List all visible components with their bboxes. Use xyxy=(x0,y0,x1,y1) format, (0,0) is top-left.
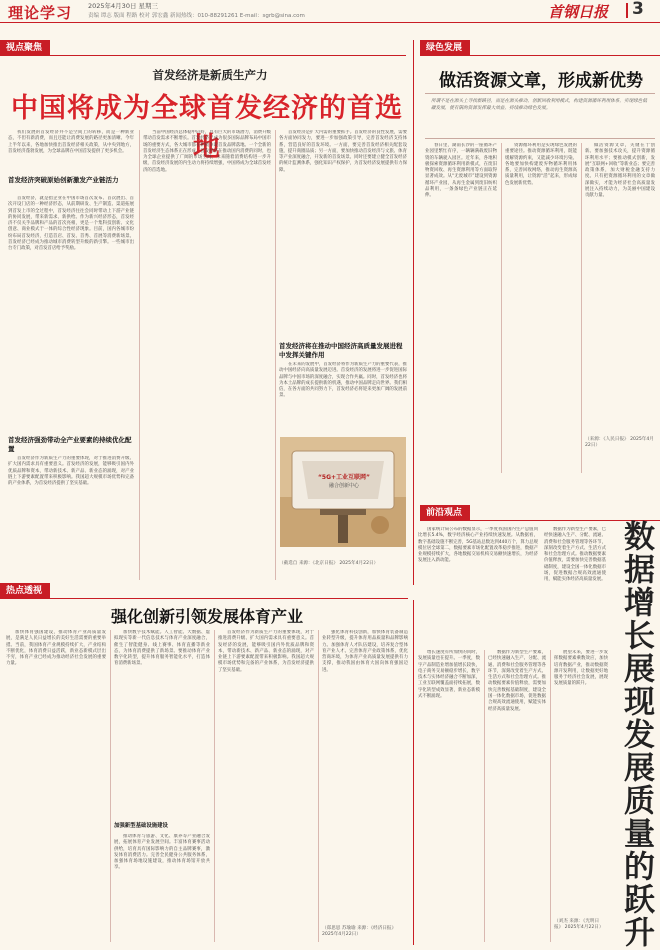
section-tag-hot: 热点透视 xyxy=(0,583,50,599)
column-divider xyxy=(550,650,551,942)
column-divider xyxy=(110,630,111,942)
industrial-photo xyxy=(280,437,406,547)
article-headline: 强化创新引领发展体育产业 xyxy=(110,607,303,626)
photo-sign-subtext: 融合创新中心 xyxy=(328,483,359,489)
column-divider xyxy=(581,143,582,473)
column-divider xyxy=(214,630,215,942)
article-subhead: 首发经济将在推动中国经济高质量发展进程中发挥关键作用 xyxy=(279,342,403,359)
page-number: 3 xyxy=(632,0,644,19)
article-headline: 中国将成为全球首发经济的首选地 xyxy=(11,93,403,163)
article-body: 首发经济是扩大内需的重要抓手。首发经济的良性发展，需要各方面协同发力，要进一步加强政策引导，完善首发经济支持体系，营造良好的首发环境。一方面，要完善首发经济相关配套设施，提升商圈品质；另一方面，要加快推动首发经济与文旅、体育等产业深度融合，开发新的首发场景。同时还要建立健全首发经济的统计监测体系，强化知识产权保护，为首发经济发展提供有力保障。 xyxy=(279,130,407,173)
article-body: 展望未来，要进一步发挥数据要素乘数效应，加快培育数据产业，推动数据资源开发利用，让数据更好地服务于经济社会发展，展现发展质量的跃升。 xyxy=(554,650,608,687)
article-kicker: 首发经济是新质生产力 xyxy=(152,68,268,82)
article-source: （截选自 来源：《北京日报》 2025年4月22日） xyxy=(279,561,379,566)
article-body: 加快体育强国建设，推动体育产业高质量发展，是满足人民日益增长的美好生活需要的重要举措。当前，我国体育产业规模持续扩大，产业结构不断优化，体育消费日益活跃，新业态新模式层出不穷，体育产业已经成为推动经济社会发展的重要力量。 xyxy=(6,630,106,667)
column-divider xyxy=(484,650,485,942)
article-body: 做活资源文章，关键在于创新。要加强技术攻关，提升资源循环利用水平；要推动模式创新，发展“互联网+回收”等新业态；要完善政策体系，加大财税金融支持力度。只有把资源循环利用的文章做深做实，才能为经济社会高质量发展注入持续动力，为美丽中国建设贡献力量。 xyxy=(585,143,655,199)
section-rule xyxy=(420,55,660,56)
article-source: （来源：《人民日报》 2025年4月22日） xyxy=(585,437,654,448)
column-divider xyxy=(318,630,319,942)
article-body: 首发经济，就是指企业在中国市场首次发布、首次展出、首次开设门店的一种经济形态，从前期研发、生产制造、渠道拓展到首发上市的全过程中，首发经济往往会同时带动上下游产业链的协同发展，带来新需求、新供给。作为新兴经济形态，首发经济不仅关乎品牌和产品的首次亮相，更是一个集科技创新、文化创意、商业模式于一体的综合性经济现象。目前，国内各城市纷纷布局首发经济，打造首店、首发、首秀、首展等消费新场景。首发经济已经成为推动城市消费转型升级的新引擎。一些城市出台专门政策，对首发首店给予奖励。 xyxy=(8,196,134,252)
article-body: 资源循环利用是实现绿色发展的重要途径。推动资源循环利用，既能缓解资源约束，又能减少环境污染。各地要加快构建废弃物循环利用体系，完善回收网络，推动再生资源高质量利用，让资源“活”起来，形成绿色发展新优势。 xyxy=(505,143,577,186)
article-source: （刘杰 来源：《光明日报》 2025年4月22日） xyxy=(554,919,604,930)
section-tag-frontier: 前沿观点 xyxy=(420,505,470,521)
section-divider xyxy=(413,40,414,585)
section-rule xyxy=(0,598,408,599)
newspaper-logo: 首钢日报 xyxy=(548,3,609,21)
article-body: 国家统计局公布的数据显示，一季度我国国内生产总值同比增长5.4%，数字经济核心产业持续快速发展。从数据看，数字基础设施不断完善，5G基站总数达到440万个，算力总规模位居全球第二，数据要素市场化配置改革稳步推进，数据产业规模持续扩大，各地数据交易机构交易额快速增长，为经济发展注入新动能。 xyxy=(418,527,538,564)
photo-sign-text: “5G+工业互联网” xyxy=(317,474,370,481)
article-abstract: 所谓不是在源头上寻找新路径，而是在源头推动，创新回收利用模式，构建资源循环利用体系，实现绿色低碳发展，使有限的资源发挥最大效益，持续推动绿色发展。 xyxy=(431,99,647,111)
article-body: 加快数字技术赋能。人工智能、大数据、虚拟现实等新一代信息技术与体育产业深度融合，催生了智能健身、线上赛事、体育直播等新业态，为体育消费提供了新场景。要推动体育产业数字化转型，提升体育服务智能化水平，打造体育消费新场景。 xyxy=(114,630,210,667)
abstract-box xyxy=(425,93,655,139)
section-divider xyxy=(413,600,414,945)
section-rule xyxy=(0,55,406,56)
column-divider xyxy=(139,130,140,580)
article-lead: 我们发展的首发经济并不是空间上的转移，而是一种新业态，不但有新消费，而且还能让消费发展的路径更加清晰。今年上半年以来，各地加快推出首发经济相关政策，从中央到地方，首发经济蓬勃发展，为全球品牌在中国首发提供了更多机会。 xyxy=(8,130,134,154)
article-body: 首发经济作为新质生产力的重要体现，对于推进消费升级、扩大国内需求具有重要意义。首发经济的发展，能够吸引国内外优质品牌和资本，带动新技术、新产品、新业态的涌现，对产业链上下游要素配置带来积极影响。我国超大规模市场优势和完备的产业体系，为首发经济提供了坚实基础。 xyxy=(8,456,134,487)
article-headline: 做活资源文章，形成新优势 xyxy=(439,71,643,91)
section-tag-viewpoint: 视点聚焦 xyxy=(0,40,50,56)
staff-line: 责编 谭志 版面 程路 校对 郭宏鑫 新闻热线：010-88291261 E-mail：sgrb@sina.com xyxy=(88,13,305,19)
article-body: 强化体育科技创新，加快体育装备制造业转型升级，提升体育用品质量和品牌影响力。加强体育人才队伍建设，培养复合型体育产业人才。完善体育产业政策体系，优化营商环境，为体育产业高质量发展提供有力支撑，推动我国由体育大国向体育强国迈进。 xyxy=(322,630,408,673)
article-body: 当前中国经济总体稳中向好，具有巨大的市场潜力，消费升级带动首发需求不断增长。首发经济已成为很多国际品牌布局中国市场的重要方式，各大城市都在积极争取首发品牌落地。一个全新的首发经济生态体系正在形成。首发经济在推动国内消费的同时，也为全球企业提供了广阔的市场空间。未来随着消费结构进一步升级，首发经济发展的内生动力将持续增强，中国将成为全球首发经济的首选地。 xyxy=(143,130,271,173)
issue-date: 2025年4月30日 星期三 xyxy=(88,2,159,10)
article-body: 推动体育与旅游、文化、康养等产业融合发展，拓展体育产业发展空间。丰富体育赛事活动供给，培育具有国际影响力的自主品牌赛事，激发体育消费活力。完善全民健身公共服务体系，加强体育场地设施建设，推动体育场馆开放共享。 xyxy=(114,834,210,871)
article-subhead: 加强新型基础设施建设 xyxy=(114,823,168,829)
column-divider xyxy=(275,130,276,580)
article-subhead: 首发经济强劲带动全产业要素的持续优化配置 xyxy=(8,436,132,453)
article-source: （郑思思 苏瑜瑜 来源：《经济日报》 2025年4月22日） xyxy=(322,926,397,937)
article-body: 春日里，湖南长沙的一座循环产业园里繁忙有序，一辆辆满载废旧物资的车辆驶入园区。近年来，各地积极探索资源循环利用新模式，在废旧物资回收、再生资源利用等方面取得显著成效。从“无废城市”建设到资源循环产业园，从再生金属到废旧纺织品利用，一条条绿色产业链正在延伸。 xyxy=(425,143,497,199)
column-divider xyxy=(501,143,502,473)
section-title: 理论学习 xyxy=(8,4,73,22)
page-divider xyxy=(626,3,628,18)
article-body: 在未来的发展中，首发经济将作为新质生产力的重要代表，推动中国经济向高质量发展迈进。首发经济的发展将进一步促进国际品牌与中国市场的深度融合，实现合作共赢。同时，首发经济也将为本土品牌的成长提供新的机遇，推动中国品牌走向世界。我们相信，在各方面的共同努力下，首发经济必将迎来更加广阔的发展前景。 xyxy=(279,362,407,399)
article-subhead: 首发经济突破原始创新激发产业链活力 xyxy=(8,176,119,184)
vertical-headline: 数据增长展现发展质量的跃升 xyxy=(618,520,654,949)
section-tag-green: 绿色发展 xyxy=(420,40,470,56)
article-body: 增长速度有所加快的同时，发展质量也在提升。一季度，数字产品制造业增加值增长较快，电子商务交易额稳步增长，数字技术与实体经济融合不断加深，工业互联网覆盖面持续拓展，数字化转型成效显著，新业态新模式不断涌现。 xyxy=(418,650,480,700)
article-body: 首发经济作为新质生产力的重要体现，对于推进消费升级、扩大国内需求具有重要意义。首发经济的发展，能够吸引国内外优质品牌和资本，带动新技术、新产品、新业态的涌现，对产业链上下游要素配置带来积极影响。我国超大规模市场优势和完备的产业体系，为首发经济提供了坚实基础。 xyxy=(218,630,314,673)
article-body: 数据作为新型生产要素，已经快速融入生产、分配、流通、消费和社会服务管理等各环节，深刻改变着生产方式、生活方式和社会治理方式。推动数据要素价值释放，需要加快完善数据基础制度，建设全国一体化数据市场，促进数据合规高效流通使用，赋能实体经济高质量发展。 xyxy=(488,650,546,712)
article-body: 数据作为新型生产要素，已经快速融入生产、分配、流通、消费和社会服务管理等各环节，深刻改变着生产方式、生活方式和社会治理方式。推动数据要素价值释放，需要加快完善数据基础制度，建设全国一体化数据市场，促进数据合规高效流通使用，赋能实体经济高质量发展。 xyxy=(544,527,606,583)
